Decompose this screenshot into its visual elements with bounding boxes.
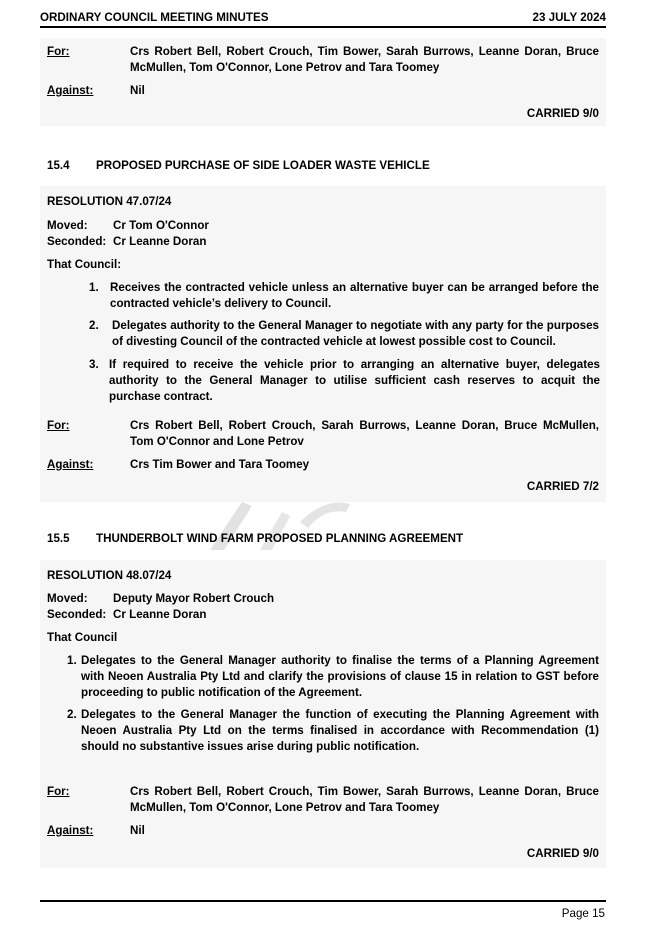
- list-item-number: 1.: [89, 281, 99, 294]
- page-number: Page 15: [561, 907, 605, 920]
- list-item-number: 3.: [89, 358, 99, 371]
- seconded-label: Seconded:: [47, 608, 107, 621]
- for-text: Crs Robert Bell, Robert Crouch, Tim Bower, Sarah Burrows, Leanne Doran, Bruce McMullen, Tom O'Connor, Lone Petrov and Tara Toomey: [130, 785, 599, 814]
- for-label: For:: [47, 45, 70, 58]
- list-item-number: 2.: [89, 319, 99, 332]
- for-text: Crs Robert Bell, Robert Crouch, Sarah Burrows, Leanne Doran, Bruce McMullen, Tom O'Connor and Lone Petrov: [130, 419, 599, 448]
- moved-value: Deputy Mayor Robert Crouch: [113, 592, 275, 605]
- carried-result: CARRIED 7/2: [526, 480, 599, 493]
- list-item: Delegates authority to the General Manager to negotiate with any party for the purposes of divesting Council of the contracted vehicle at lowest possible cost to Council.: [112, 319, 599, 348]
- list-item: Delegates to the General Manager the function of executing the Planning Agreement with Neoen Australia Pty Ltd on the terms finalised in accordance with Recommendation (1) should no substantive issues arise during public notification.: [81, 708, 599, 753]
- page-header: [40, 8, 606, 28]
- footer-divider: [40, 900, 606, 902]
- item-number: 15.5: [47, 532, 70, 545]
- resolution-intro: That Council: [47, 631, 118, 644]
- seconded-label: Seconded:: [47, 235, 107, 248]
- list-item-number: 2.: [67, 708, 77, 721]
- against-text: Nil: [130, 84, 145, 97]
- moved-label: Moved:: [47, 592, 88, 605]
- for-label: For:: [47, 419, 70, 432]
- resolution-number: RESOLUTION 48.07/24: [47, 569, 172, 582]
- seconded-value: Cr Leanne Doran: [113, 608, 207, 621]
- list-item: If required to receive the vehicle prior to arranging an alternative buyer, delegates authority to the General Manager to utilise sufficient cash reserves to acquit the purchase contract.: [109, 358, 600, 403]
- list-item: Delegates to the General Manager authority to finalise the terms of a Planning Agreement with Neoen Australia Pty Ltd and clarify the provisions of clause 15 in relation to GST before proceeding to public notification of the Agreement.: [81, 654, 599, 699]
- list-item-number: 1.: [67, 654, 77, 667]
- against-label: Against:: [47, 84, 94, 97]
- carried-result: CARRIED 9/0: [526, 847, 599, 860]
- resolution-number: RESOLUTION 47.07/24: [47, 195, 172, 208]
- list-item: Receives the contracted vehicle unless an alternative buyer can be arranged before the contracted vehicle’s delivery to Council.: [110, 281, 599, 310]
- moved-value: Cr Tom O'Connor: [113, 219, 209, 232]
- against-text: Crs Tim Bower and Tara Toomey: [130, 458, 310, 471]
- for-text: Crs Robert Bell, Robert Crouch, Tim Bower, Sarah Burrows, Leanne Doran, Bruce McMullen, Tom O'Connor, Lone Petrov and Tara Toomey: [130, 45, 599, 74]
- header-title: ORDINARY COUNCIL MEETING MINUTES: [40, 11, 269, 24]
- header-date: 23 JULY 2024: [532, 11, 606, 24]
- for-label: For:: [47, 785, 70, 798]
- against-text: Nil: [130, 824, 145, 837]
- seconded-value: Cr Leanne Doran: [113, 235, 207, 248]
- moved-label: Moved:: [47, 219, 88, 232]
- item-title: THUNDERBOLT WIND FARM PROPOSED PLANNING AGREEMENT: [96, 532, 464, 545]
- item-number: 15.4: [47, 159, 70, 172]
- against-label: Against:: [47, 458, 94, 471]
- item-title: PROPOSED PURCHASE OF SIDE LOADER WASTE VEHICLE: [96, 159, 430, 172]
- carried-result: CARRIED 9/0: [526, 107, 599, 120]
- resolution-intro: That Council:: [47, 258, 122, 271]
- against-label: Against:: [47, 824, 94, 837]
